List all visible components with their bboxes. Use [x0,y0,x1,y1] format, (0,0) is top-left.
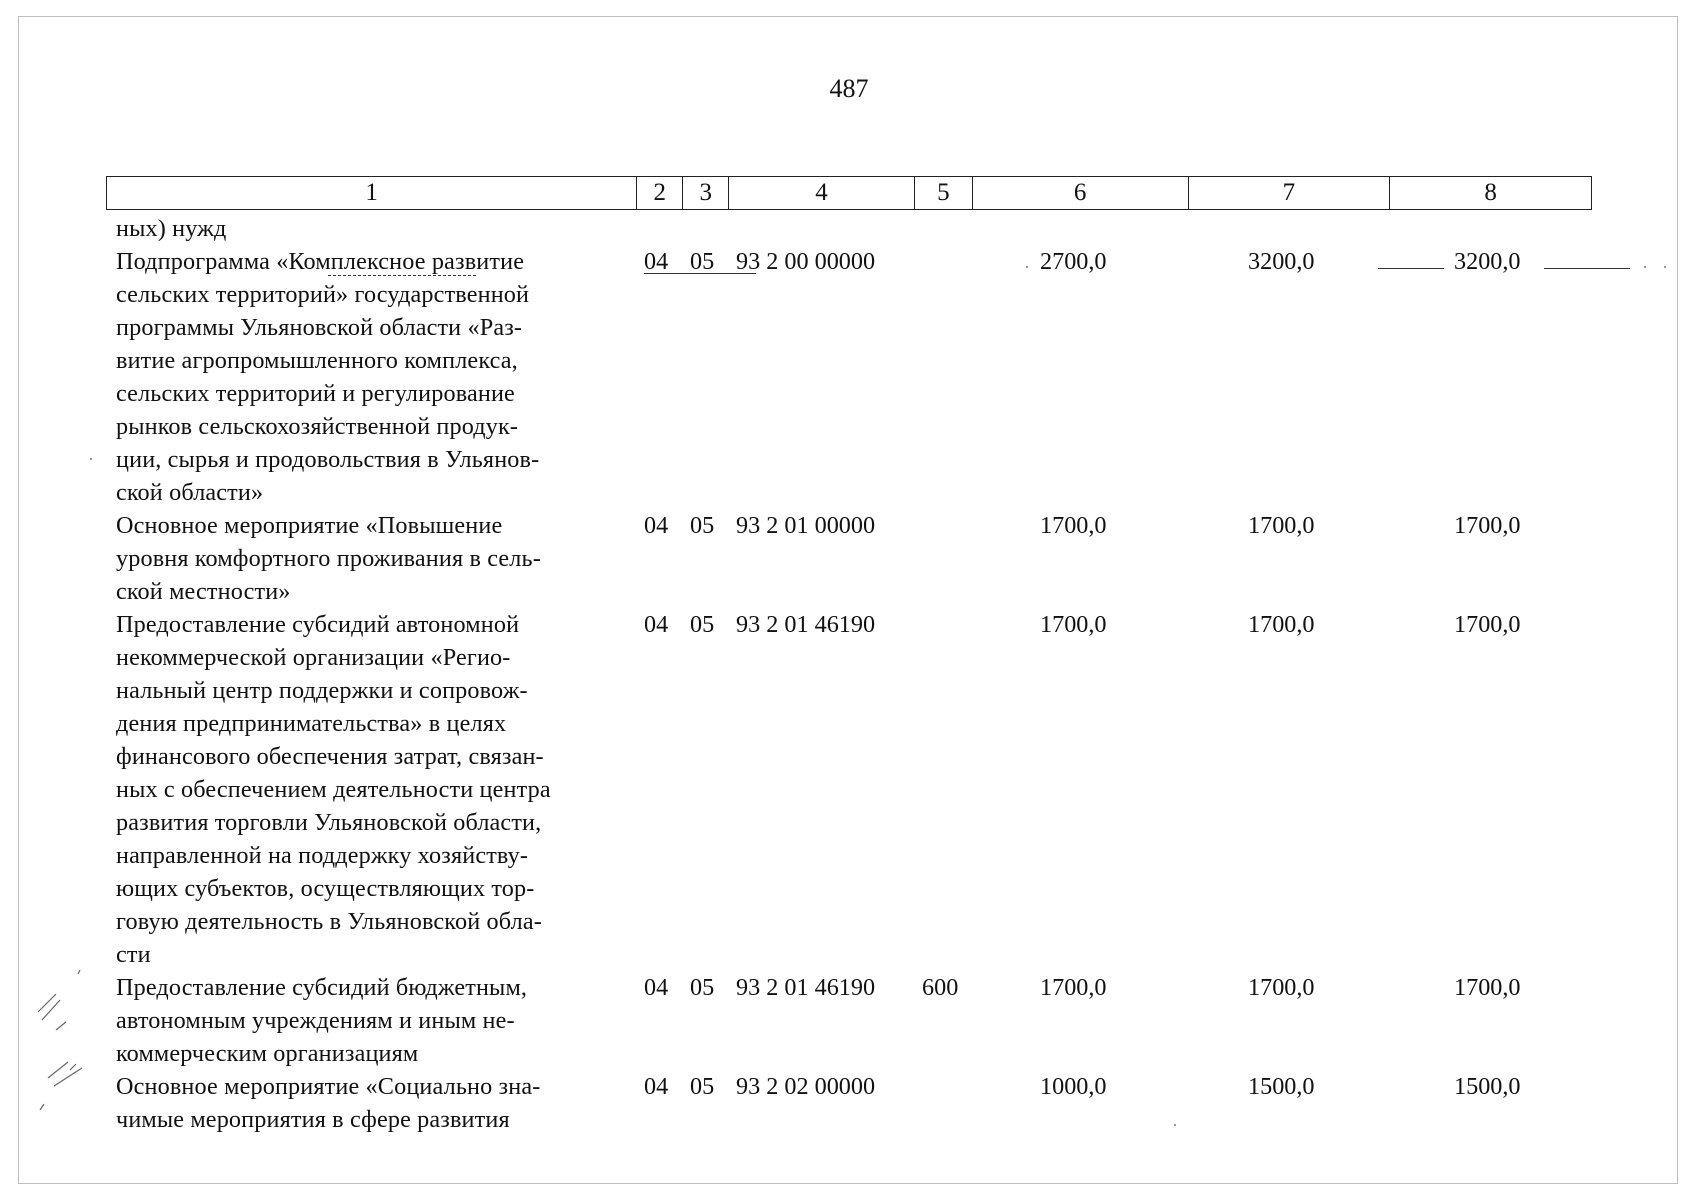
cell-col-6: 1700,0 [1040,512,1107,539]
row-description [116,971,624,1070]
description-line: некоммерческой организации «Регио- [116,644,511,671]
scan-speck [1664,266,1666,268]
cell-col-7: 1500,0 [1248,1073,1315,1100]
description-line: ных с обеспечением деятельности центра [116,776,551,803]
page-number: 487 [829,74,869,103]
description-line: программы Ульяновской области «Раз- [116,314,523,341]
margin-scribble [20,960,100,1180]
description-line: направленной на поддержку хозяйству- [116,842,529,869]
description-line: чимые мероприятия в сфере развития [116,1106,510,1133]
cell-col-3: 05 [690,1073,715,1100]
header-col-5: 5 [915,177,973,209]
header-col-7: 7 [1189,177,1391,209]
cell-col-4: 93 2 02 00000 [736,1073,876,1100]
cell-col-3: 05 [690,974,715,1001]
description-line: Предоставление субсидий автономной [116,611,520,638]
cell-col-6: 1700,0 [1040,611,1107,638]
cell-col-3: 05 [690,611,715,638]
cell-col-7: 3200,0 [1248,248,1315,275]
cell-col-6: 1700,0 [1040,974,1107,1001]
cell-col-7: 1700,0 [1248,611,1315,638]
description-line: коммерческим организациям [116,1040,419,1067]
cell-col-6: 1000,0 [1040,1073,1107,1100]
description-line: рынков сельскохозяйственной продук- [116,413,519,440]
row-description [116,1070,624,1136]
dash-mark [1544,268,1630,269]
cell-col-3: 05 [690,512,715,539]
cell-col-8: 1700,0 [1454,611,1521,638]
table-header [106,176,1592,210]
cell-col-3: 05 [690,248,715,275]
description-line: Основное мероприятие «Социально зна- [116,1073,541,1100]
header-col-2: 2 [637,177,683,209]
header-col-8: 8 [1484,179,1497,206]
scan-speck [1174,1124,1176,1126]
cell-col-7: 1700,0 [1248,512,1315,539]
dash-mark [1378,268,1444,269]
description-line: витие агропромышленного комплекса, [116,347,518,374]
cell-col-2: 04 [644,611,669,638]
description-line: Предоставление субсидий бюджетным, [116,974,528,1001]
description-line: сельских территорий» государственной [116,281,530,308]
table-row [116,608,1656,971]
scan-speck [1026,266,1028,268]
row-description [116,509,624,608]
cell-col-7: 1700,0 [1248,974,1315,1001]
table-row [116,1070,1656,1136]
table-row [116,509,1656,608]
table-row [116,245,1656,509]
row-description [116,608,624,971]
cell-col-4: 93 2 01 46190 [736,611,876,638]
cell-col-8: 1500,0 [1454,1073,1521,1100]
table-row [116,971,1656,1070]
row-description [116,212,624,245]
scan-speck [90,458,92,460]
header-col-6: 6 [973,177,1189,209]
table-body [116,212,1656,1136]
description-line: сти [116,941,151,968]
cell-col-2: 04 [644,1073,669,1100]
cell-col-4: 93 2 00 00000 [736,248,876,275]
description-line: ных) нужд [116,215,227,242]
cell-col-8: 1700,0 [1454,974,1521,1001]
description-line: финансового обеспечения затрат, связан- [116,743,544,770]
cell-col-2: 04 [644,248,669,275]
table-row [116,212,1656,245]
description-line: нальный центр поддержки и сопровож- [116,677,528,704]
description-line: ской области» [116,479,264,506]
description-line: говую деятельность в Ульяновской обла- [116,908,542,935]
cell-col-8: 3200,0 [1454,248,1521,275]
cell-col-4: 93 2 01 00000 [736,512,876,539]
cell-col-6: 2700,0 [1040,248,1107,275]
header-col-1: 1 [107,177,637,209]
cell-col-2: 04 [644,512,669,539]
row-description [116,245,624,509]
description-line: автономным учреждениям и иным не- [116,1007,515,1034]
header-col-3: 3 [683,177,729,209]
underline-mark [328,275,476,276]
cell-col-5: 600 [922,974,959,1001]
description-line: ской местности» [116,578,291,605]
description-line: дения предпринимательства» в целях [116,710,507,737]
cell-col-4: 93 2 01 46190 [736,974,876,1001]
description-line: уровня комфортного проживания в сель- [116,545,541,572]
description-line: ющих субъектов, осуществляющих тор- [116,875,535,902]
underline-mark [644,273,756,274]
header-col-4: 4 [729,177,915,209]
scan-speck [1644,266,1646,268]
description-line: сельских территорий и регулирование [116,380,515,407]
cell-col-8: 1700,0 [1454,512,1521,539]
cell-col-2: 04 [644,974,669,1001]
description-line: ции, сырья и продовольствия в Ульянов- [116,446,540,473]
description-line: Подпрограмма «Комплексное развитие [116,248,525,275]
description-line: развития торговли Ульяновской области, [116,809,542,836]
description-line: Основное мероприятие «Повышение [116,512,503,539]
